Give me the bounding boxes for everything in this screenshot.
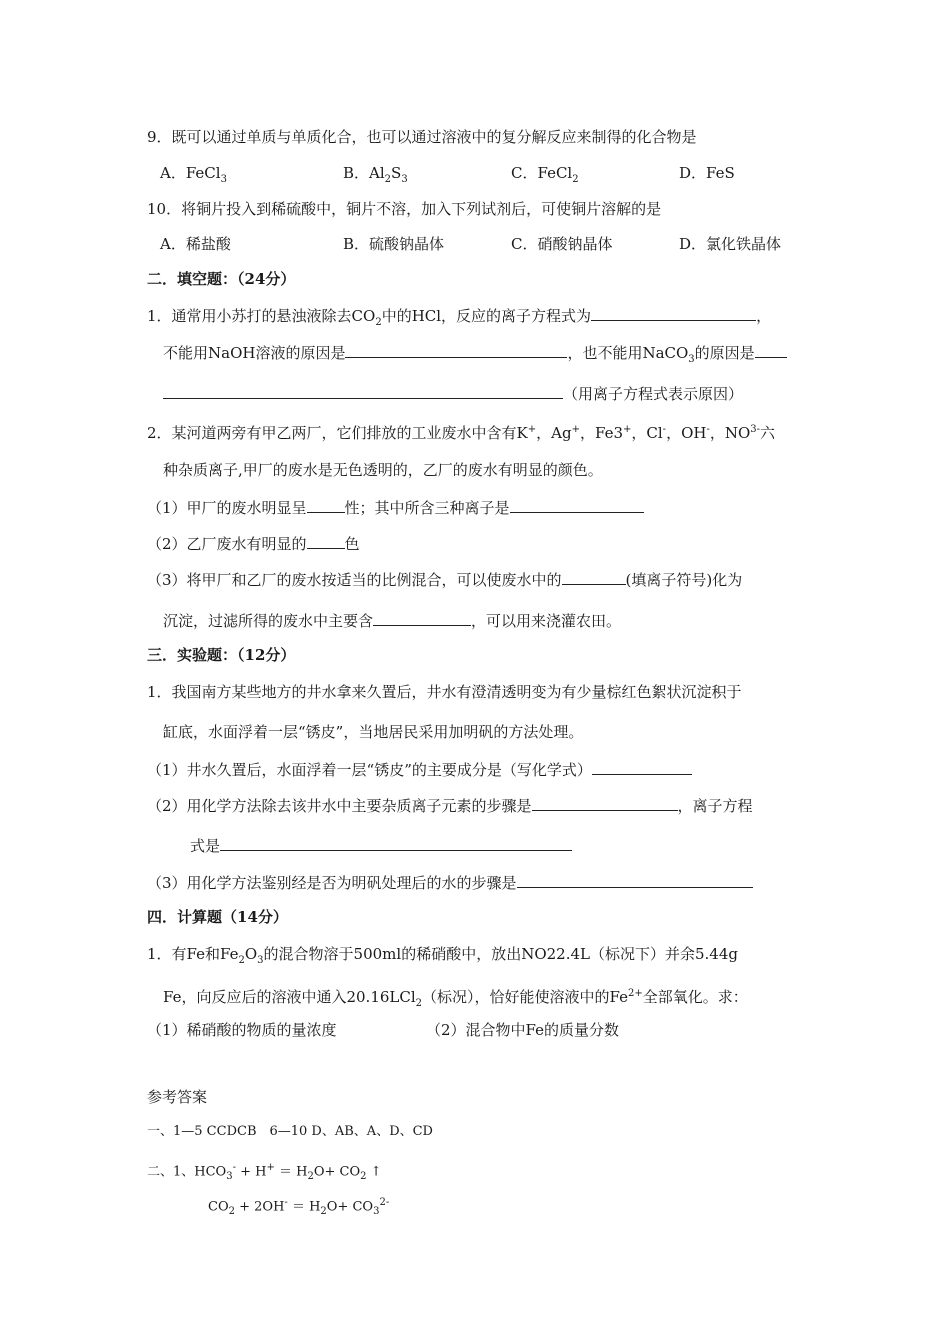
answer-blank[interactable] [510,497,644,513]
q10-option-a: A．稀盐酸 [160,235,231,253]
s2-q2-sub3-cont: 沉淀，过滤所得的废水中主要含 ，可以用来浇灌农田。 [163,612,622,630]
s4-q1-line2: Fe，向反应后的溶液中通入20.16LCl$_2$（标况），恰好能使溶液中的$Fe^{2+}$全部氧化。求： [163,988,748,1009]
section2-title: 二．填空题：（24分） [147,270,296,288]
q9-option-b: B．$Al_2S_3$ [343,164,408,185]
answers-line1: 一、1—5 CCDCB 6—10 D、AB、A、D、CD [147,1124,433,1139]
q10-option-b: B．硫酸钠晶体 [343,235,445,253]
s2-q2-sub1: （1）甲厂的废水明显呈 性；其中所含三种离子是 [147,497,644,518]
s3-q1-sub3: （3）用化学方法鉴别经是否为明矾处理后的水的步骤是 [147,872,753,893]
s4-q1-sub1: （1）稀硝酸的物质的量浓度 [147,1021,337,1039]
s4-q1-sub2: （2）混合物中Fe的质量分数 [426,1021,620,1039]
q10-stem: 10．将铜片投入到稀硫酸中，铜片不溶，加入下列试剂后，可使铜片溶解的是 [147,200,662,218]
answer-blank[interactable] [373,610,471,626]
q9-option-d: D．FeS [679,164,735,182]
q9-option-c: C．FeCl$_2$ [511,164,579,185]
answer-blank[interactable] [532,795,678,811]
s2-q2-line2: 种杂质离子,甲厂的废水是无色透明的，乙厂的废水有明显的颜色。 [163,461,603,479]
q10-option-c: C．硝酸钠晶体 [511,235,613,253]
s3-q1-line2: 缸底，水面浮着一层“锈皮”，当地居民采用加明矾的方法处理。 [163,723,584,741]
q9-stem: 9．既可以通过单质与单质化合，也可以通过溶液中的复分解反应来制得的化合物是 [147,128,697,146]
s3-q1-sub1: （1）井水久置后，水面浮着一层“锈皮”的主要成分是（写化学式） [147,759,692,780]
s2-q1-line1: 1．通常用小苏打的悬浊液除去$CO_2$中的HCl，反应的离子方程式为 ， [147,307,772,328]
answer-blank[interactable] [755,342,787,358]
answer-blank[interactable] [307,533,345,549]
s2-q2-sub3: （3）将甲厂和乙厂的废水按适当的比例混合，可以使废水中的 (填离子符号)化为 [147,571,743,589]
section4-title: 四．计算题（14分） [147,908,288,926]
answers-line3: $CO_2 + 2OH^- = H_2O+ CO_3^{2-}$ [208,1197,390,1217]
answer-blank[interactable] [517,872,753,888]
q10-option-d: D．氯化铁晶体 [679,235,782,253]
answer-blank[interactable] [163,383,563,399]
answer-blank[interactable] [307,497,345,513]
s3-q1-sub2: （2）用化学方法除去该井水中主要杂质离子元素的步骤是 ，离子方程 [147,797,753,815]
answer-blank[interactable] [591,305,756,321]
s2-q2-line1: 2．某河道两旁有甲乙两厂，它们排放的工业废水中含有K+，Ag+，Fe3+，Cl-，OH-，$NO^{3-}$六 [147,424,776,442]
s3-q1-line1: 1．我国南方某些地方的井水拿来久置后，井水有澄清透明变为有少量棕红色絮状沉淀积于 [147,683,742,701]
answer-blank[interactable] [592,759,692,775]
answer-blank[interactable] [220,835,572,851]
answer-blank[interactable] [562,569,626,585]
q9-option-a: A．FeCl$_3$ [160,164,227,185]
answer-blank[interactable] [345,342,567,358]
s4-q1-line1: 1．有Fe和$Fe_2O_3$的混合物溶于500ml的稀硝酸中，放出NO22.4L（标况下）并余5.44g [147,945,738,966]
s2-q1-line2: 不能用NaOH溶液的原因是 ，也不能用NaCO$_3$的原因是 [163,342,787,370]
s2-q2-sub2: （2）乙厂废水有明显的 色 [147,535,360,553]
answers-line2: 二、1、$HCO_3^- + H^+ = H_2O+ CO_2$ ↑ [147,1162,382,1182]
s2-q1-line3: （用离子方程式表示原因） [163,383,743,404]
answers-title: 参考答案 [147,1088,208,1106]
section3-title: 三．实验题：（12分） [147,646,296,664]
s3-q1-sub2-cont: 式是 [190,835,572,856]
